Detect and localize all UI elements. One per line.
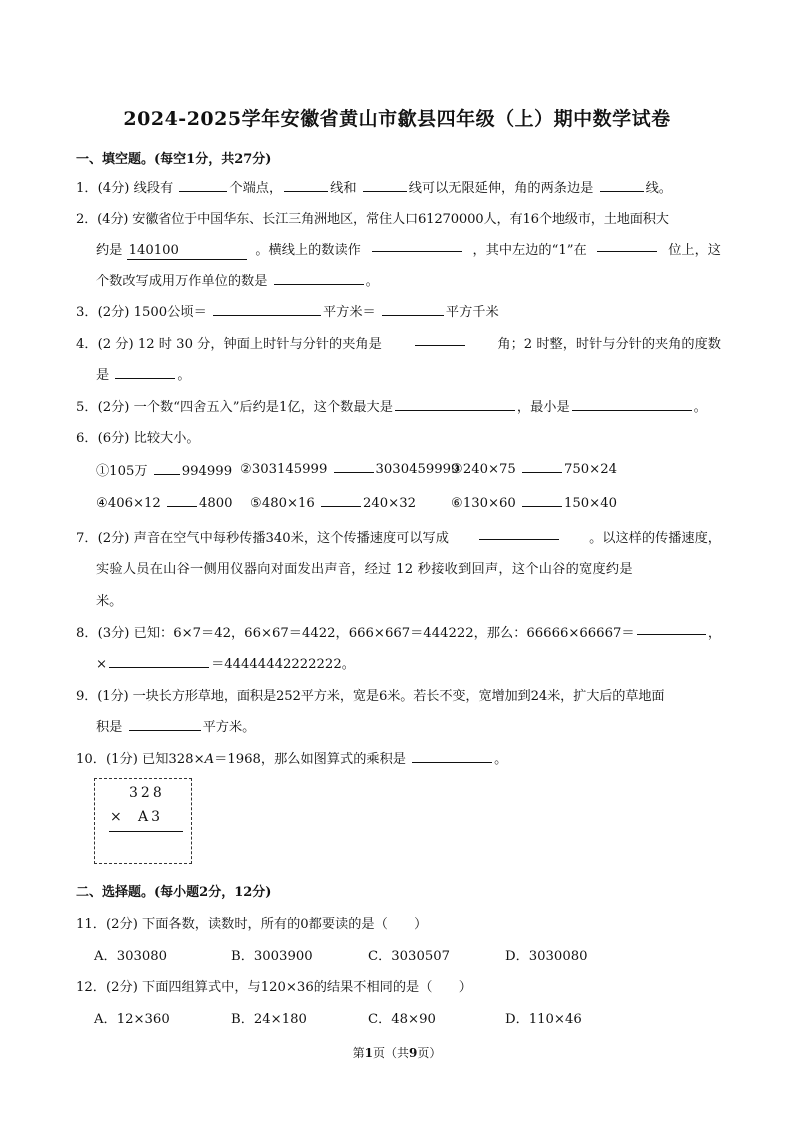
answer-blank[interactable]: [597, 239, 657, 252]
question-1: 1．(4分) 线段有 个端点， 线和 线可以无限延伸，角的两条边是 线。: [76, 181, 672, 196]
page-number: 1: [364, 1046, 373, 1060]
answer-blank[interactable]: [363, 179, 407, 192]
answer-blank[interactable]: [284, 179, 328, 192]
question-10: 10．(1分) 已知328×A＝1968，那么如图算式的乘积是 。: [76, 752, 508, 767]
figure-multiplier: A3: [138, 809, 164, 825]
question-9-line-1: 9．(1分) 一块长方形草地，面积是252平方米，宽是6米。若长不变，宽增加到24米，扩大后的草地面: [76, 689, 665, 704]
answer-blank[interactable]: [154, 462, 180, 475]
option-d[interactable]: D．110×46: [505, 1012, 582, 1027]
answer-blank[interactable]: [637, 622, 706, 635]
answer-blank[interactable]: [321, 494, 361, 507]
question-2-line-1: 2．(4分) 安徽省位于中国华东、长江三角洲地区，常住人口61270000人，有16个地级市，土地面积大: [76, 212, 669, 227]
question-2-line-3: 个数改写成用万作单位的数是 。: [96, 274, 379, 289]
answer-blank[interactable]: [213, 303, 321, 316]
question-8-line-1: 8．(3分) 已知：6×7＝42，66×67＝4422，666×667＝444222，那么：66666×66667＝ ，: [76, 622, 721, 641]
section-choice-heading: 二、选择题。(每小题2分，12分): [76, 885, 272, 900]
figure-result-line: [109, 831, 183, 832]
page-footer: 第1页（共9页）: [352, 1046, 442, 1060]
question-9-line-2: 积是 平方米。: [96, 720, 256, 735]
question-12: 12．(2分) 下面四组算式中，与120×36的结果不相同的是（ ）: [76, 980, 472, 995]
question-6-compare-2: ②303145999 3030459999: [240, 462, 460, 477]
section-fill-blank-heading: 一、填空题。(每空1分，共27分): [76, 152, 272, 167]
answer-blank[interactable]: [600, 179, 644, 192]
answer-blank[interactable]: [179, 179, 227, 192]
question-8-line-2: × ＝44444442222222。: [96, 657, 355, 672]
answer-blank[interactable]: [412, 750, 492, 763]
answer-blank[interactable]: [372, 239, 462, 252]
question-6-compare-3: ③240×75 750×24: [451, 462, 618, 477]
answer-blank[interactable]: [479, 527, 559, 540]
question-7-line-1: 7．(2分) 声音在空气中每秒传播340米，这个传播速度可以写成 。以这样的传播速度，: [76, 527, 721, 546]
times-sign: ×: [110, 809, 122, 825]
option-d[interactable]: D．3030080: [505, 949, 588, 964]
question-6-compare-4: ④406×12 4800: [96, 496, 233, 511]
answer-blank[interactable]: [129, 718, 201, 731]
answer-blank[interactable]: [109, 655, 209, 668]
page-title: 2024-2025学年安徽省黄山市歙县四年级（上）期中数学试卷: [123, 108, 671, 130]
question-4-line-1: 4．(2 分) 12 时 30 分，钟面上时针与分针的夹角是 角；2 时整，时针与分针的夹角的度数: [76, 333, 721, 352]
figure-multiplicand: 328: [129, 785, 165, 801]
answer-blank[interactable]: [167, 494, 197, 507]
question-11: 11．(2分) 下面各数，读数时，所有的0都要读的是（ ）: [76, 917, 428, 932]
question-5: 5．(2分) 一个数“四舍五入”后约是1亿，这个数最大是 ，最小是 。: [76, 400, 707, 415]
multiplication-figure: [94, 778, 192, 864]
question-4-line-2: 是 。: [96, 368, 191, 383]
question-6-compare-6: ⑥130×60 150×40: [451, 496, 618, 511]
question-6-compare-1: ①105万 994999: [96, 464, 233, 479]
question-7-line-2: 实验人员在山谷一侧用仪器向对面发出声音，经过 12 秒接收到回声，这个山谷的宽度约是: [96, 562, 633, 577]
option-a[interactable]: A．303080: [94, 949, 168, 964]
answer-blank[interactable]: [334, 460, 374, 473]
question-6-compare-5: ⑤480×16 240×32: [250, 496, 417, 511]
option-a[interactable]: A．12×360: [94, 1012, 170, 1027]
answer-blank[interactable]: [395, 398, 515, 411]
answer-blank-filled: 140100: [127, 244, 247, 260]
option-b[interactable]: B．24×180: [231, 1012, 307, 1027]
page-total: 9: [409, 1046, 418, 1060]
question-3: 3．(2分) 1500公顷＝ 平方米＝ 平方千米: [76, 305, 499, 320]
answer-blank[interactable]: [415, 333, 465, 346]
option-c[interactable]: C．48×90: [368, 1012, 436, 1027]
option-c[interactable]: C．3030507: [368, 949, 451, 964]
answer-blank[interactable]: [572, 398, 692, 411]
answer-blank[interactable]: [522, 494, 562, 507]
question-7-line-3: 米。: [96, 594, 123, 609]
figure-multiplier-row: [110, 809, 164, 825]
answer-blank[interactable]: [274, 272, 364, 285]
answer-blank[interactable]: [522, 460, 562, 473]
question-2-line-2: 约是 140100 。横线上的数读作 ，其中左边的“1”在 位上，这: [96, 239, 721, 260]
option-b[interactable]: B．3003900: [231, 949, 313, 964]
answer-blank[interactable]: [382, 303, 444, 316]
question-6-heading: 6．(6分) 比较大小。: [76, 431, 200, 446]
answer-blank[interactable]: [115, 366, 175, 379]
